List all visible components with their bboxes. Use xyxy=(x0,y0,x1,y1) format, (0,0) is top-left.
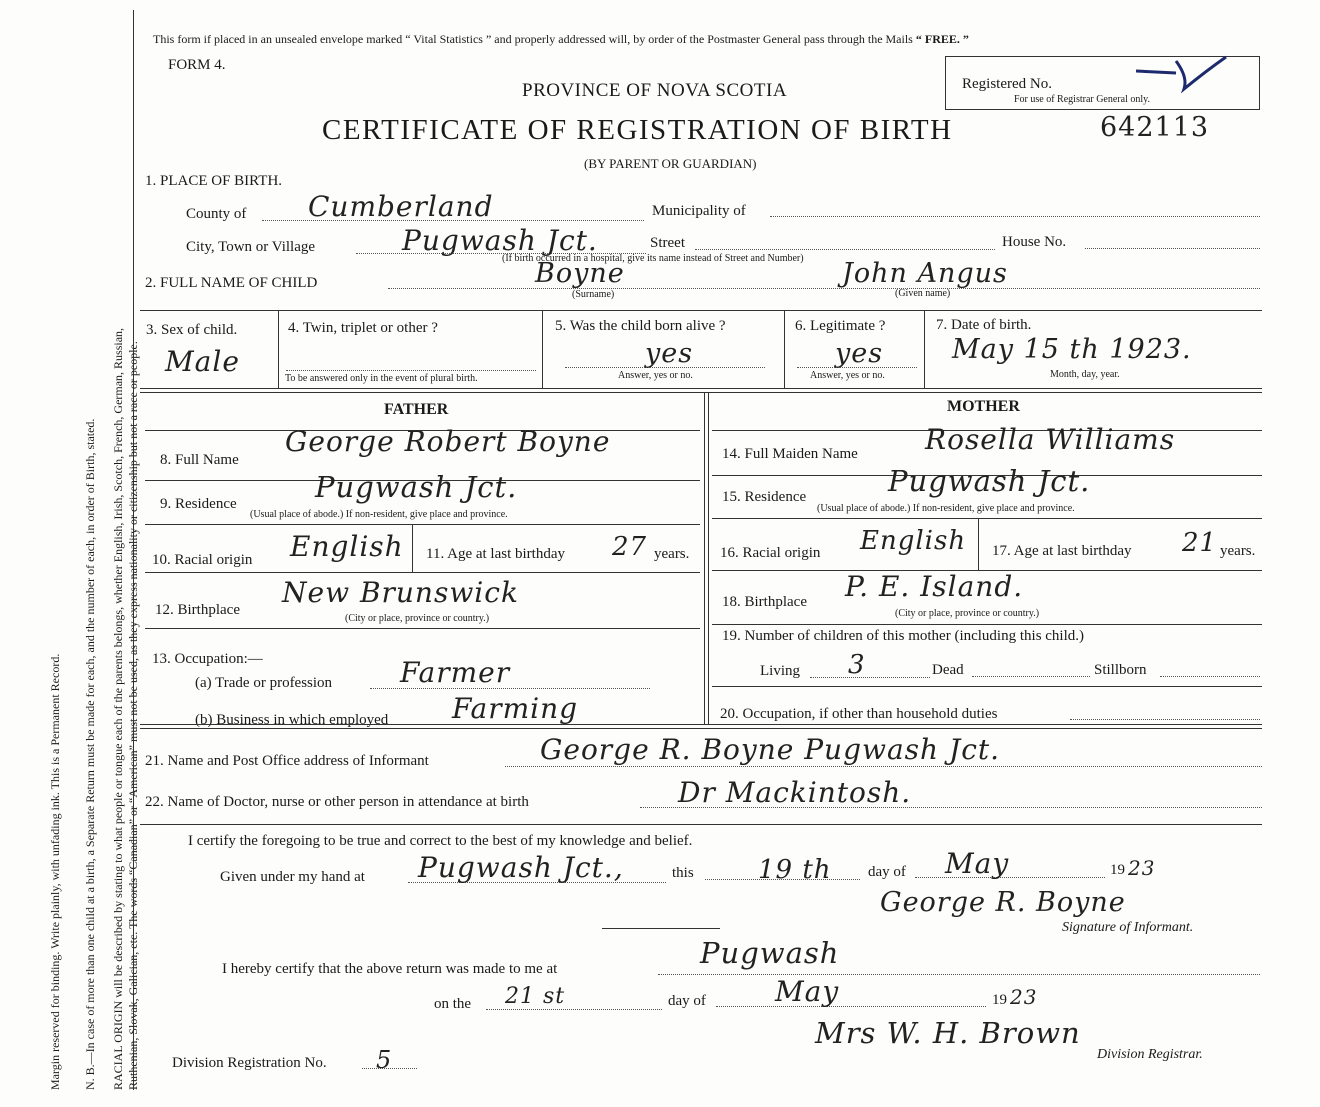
house-number-label: House No. xyxy=(1002,234,1067,250)
registered-number-box xyxy=(945,56,1260,110)
binding-margin-rule xyxy=(133,10,134,1090)
mother-birthplace-value: P. E. Island. xyxy=(845,570,1024,603)
certify-year-value: 23 xyxy=(1128,856,1156,880)
hospital-note: (If birth occurred in a hospital, give its name instead of Street and Number) xyxy=(502,253,804,264)
father-racial-origin-value: English xyxy=(290,530,404,563)
registrar-use-note: For use of Registrar General only. xyxy=(1014,94,1150,105)
registered-label: Registered No. xyxy=(962,76,1052,92)
father-occupation-label: 13. Occupation:— xyxy=(152,651,263,667)
margin-note-line: Margin reserved for binding. Write plainly, with unfading ink. This is a Permanent Record. xyxy=(48,653,62,1090)
father-residence-value: Pugwash Jct. xyxy=(315,470,518,504)
city-label: City, Town or Village xyxy=(186,239,316,255)
margin-note-line: N. B.—In case of more than one child at a birth, a Separate Return must be made for each, and the number of each, in order of Birth, stated. xyxy=(83,418,97,1090)
father-name-value: George Robert Boyne xyxy=(285,425,611,458)
registrar-signature: Mrs W. H. Brown xyxy=(815,1016,1081,1050)
child-name-label: 2. FULL NAME OF CHILD xyxy=(145,275,318,291)
margin-note-line: Ruthenian, Slovak, Galician, etc. The words “Canadian” or “American” must not be used, as they express nationality or citizenship but not a race or people. xyxy=(126,341,140,1090)
father-birthplace-label: 12. Birthplace xyxy=(155,602,240,618)
born-alive-label: 5. Was the child born alive ? xyxy=(555,318,726,334)
given-place-value: Pugwash Jct., xyxy=(418,851,624,884)
this-label: this xyxy=(672,865,694,881)
father-birthplace-value: New Brunswick xyxy=(282,576,519,609)
page-subtitle: (BY PARENT OR GUARDIAN) xyxy=(584,156,757,171)
registrar-year-value: 23 xyxy=(1010,985,1038,1009)
mother-name-value: Rosella Williams xyxy=(925,423,1176,456)
living-label: Living xyxy=(760,663,800,679)
mother-heading: MOTHER xyxy=(947,398,1020,415)
trade-label: (a) Trade or profession xyxy=(195,675,333,691)
born-alive-value: yes xyxy=(645,338,694,369)
legitimate-value: yes xyxy=(835,338,884,369)
stillborn-label: Stillborn xyxy=(1094,662,1147,678)
county-value: Cumberland xyxy=(308,190,494,223)
sex-label: 3. Sex of child. xyxy=(146,322,238,338)
trade-value: Farmer xyxy=(400,656,511,689)
certify-year-prefix: 19 xyxy=(1110,862,1125,878)
informant-label: 21. Name and Post Office address of Informant xyxy=(145,753,429,769)
certificate-number: 642113 xyxy=(1100,112,1210,143)
form-number: FORM 4. xyxy=(168,57,226,73)
street-label: Street xyxy=(650,235,685,251)
registrar-signature-caption: Division Registrar. xyxy=(1097,1047,1203,1062)
father-residence-caption: (Usual place of abode.) If non-resident, give place and province. xyxy=(250,509,508,520)
father-age-value: 27 xyxy=(612,532,648,562)
father-age-label: 11. Age at last birthday xyxy=(426,546,565,562)
father-years-label: years. xyxy=(654,546,690,562)
registrar-month-value: May xyxy=(775,975,840,1008)
city-value: Pugwash Jct. xyxy=(402,224,598,257)
father-name-label: 8. Full Name xyxy=(160,452,239,468)
certify-day-value: 19 th xyxy=(758,855,832,885)
division-registration-value: 5 xyxy=(376,1046,393,1074)
date-of-birth-caption: Month, day, year. xyxy=(1050,369,1120,380)
dead-label: Dead xyxy=(932,662,964,678)
father-birthplace-caption: (City or place, province or country.) xyxy=(345,613,490,624)
division-registration-label: Division Registration No. xyxy=(172,1055,327,1071)
mother-residence-label: 15. Residence xyxy=(722,489,807,505)
mother-racial-origin-value: English xyxy=(860,526,967,556)
province-heading: PROVINCE OF NOVA SCOTIA xyxy=(522,80,788,101)
doctor-label: 22. Name of Doctor, nurse or other person in attendance at birth xyxy=(145,794,529,810)
child-surname: Boyne xyxy=(535,258,625,289)
date-of-birth-label: 7. Date of birth. xyxy=(936,317,1032,333)
page-title: CERTIFICATE OF REGISTRATION OF BIRTH xyxy=(322,114,953,146)
children-count-label: 19. Number of children of this mother (including this child.) xyxy=(722,628,1085,644)
mother-occupation-label: 20. Occupation, if other than household duties xyxy=(720,706,998,722)
date-of-birth-value: May 15 th 1923. xyxy=(952,334,1192,365)
sex-value: Male xyxy=(165,345,240,378)
place-of-birth-heading: 1. PLACE OF BIRTH. xyxy=(145,173,283,189)
registrar-year-prefix: 19 xyxy=(992,992,1007,1008)
registrar-statement: I hereby certify that the above return was made to me at xyxy=(222,961,558,977)
mother-age-value: 21 xyxy=(1182,528,1218,558)
living-value: 3 xyxy=(848,650,866,680)
mother-age-label: 17. Age at last birthday xyxy=(992,543,1132,559)
father-racial-origin-label: 10. Racial origin xyxy=(152,552,253,568)
certify-statement: I certify the foregoing to be true and correct to the best of my knowledge and belief. xyxy=(188,833,693,849)
registrar-dayof-label: day of xyxy=(668,993,706,1009)
informant-signature-caption: Signature of Informant. xyxy=(1062,920,1194,935)
doctor-value: Dr Mackintosh. xyxy=(678,776,912,809)
registrar-place-value: Pugwash xyxy=(700,936,840,970)
informant-value: George R. Boyne Pugwash Jct. xyxy=(540,733,1001,766)
given-name-caption: (Given name) xyxy=(895,288,951,299)
mother-birthplace-caption: (City or place, province or country.) xyxy=(895,608,1040,619)
county-label: County of xyxy=(186,206,247,222)
margin-note-line: RACIAL ORIGIN will be described by stating to what people or tongue each of the parents belongs, whether English, Irish, Scotch, French, German, Russian, xyxy=(111,327,125,1090)
business-label: (b) Business in which employed xyxy=(195,712,389,728)
mother-years-label: years. xyxy=(1220,543,1256,559)
child-given-name: John Angus xyxy=(842,258,1008,289)
mother-residence-caption: (Usual place of abode.) If non-resident, give place and province. xyxy=(817,503,1075,514)
registrar-day-value: 21 st xyxy=(505,984,566,1009)
municipality-label: Municipality of xyxy=(652,203,746,219)
certify-dayof-label: day of xyxy=(868,864,906,880)
mail-notice: This form if placed in an unsealed envelope marked “ Vital Statistics ” and properly addressed will, by order of the Postmaster General pass through the Mails “ FREE. ” xyxy=(153,32,969,46)
legitimate-label: 6. Legitimate ? xyxy=(795,318,886,334)
mother-residence-value: Pugwash Jct. xyxy=(888,464,1091,498)
surname-caption: (Surname) xyxy=(572,289,615,300)
father-heading: FATHER xyxy=(384,401,449,418)
twin-note: To be answered only in the event of plural birth. xyxy=(285,373,478,384)
informant-signature: George R. Boyne xyxy=(880,887,1126,918)
mother-racial-origin-label: 16. Racial origin xyxy=(720,545,821,561)
checkmark-icon xyxy=(1116,51,1256,101)
given-under-label: Given under my hand at xyxy=(220,869,365,885)
business-value: Farming xyxy=(452,692,579,725)
margin-notes xyxy=(48,328,141,1090)
twin-label: 4. Twin, triplet or other ? xyxy=(288,320,438,336)
born-alive-caption: Answer, yes or no. xyxy=(618,370,693,381)
mother-birthplace-label: 18. Birthplace xyxy=(722,594,807,610)
registrar-on-label: on the xyxy=(434,996,472,1012)
mother-name-label: 14. Full Maiden Name xyxy=(722,446,858,462)
father-residence-label: 9. Residence xyxy=(160,496,237,512)
certify-month-value: May xyxy=(945,847,1010,880)
legitimate-caption: Answer, yes or no. xyxy=(810,370,885,381)
